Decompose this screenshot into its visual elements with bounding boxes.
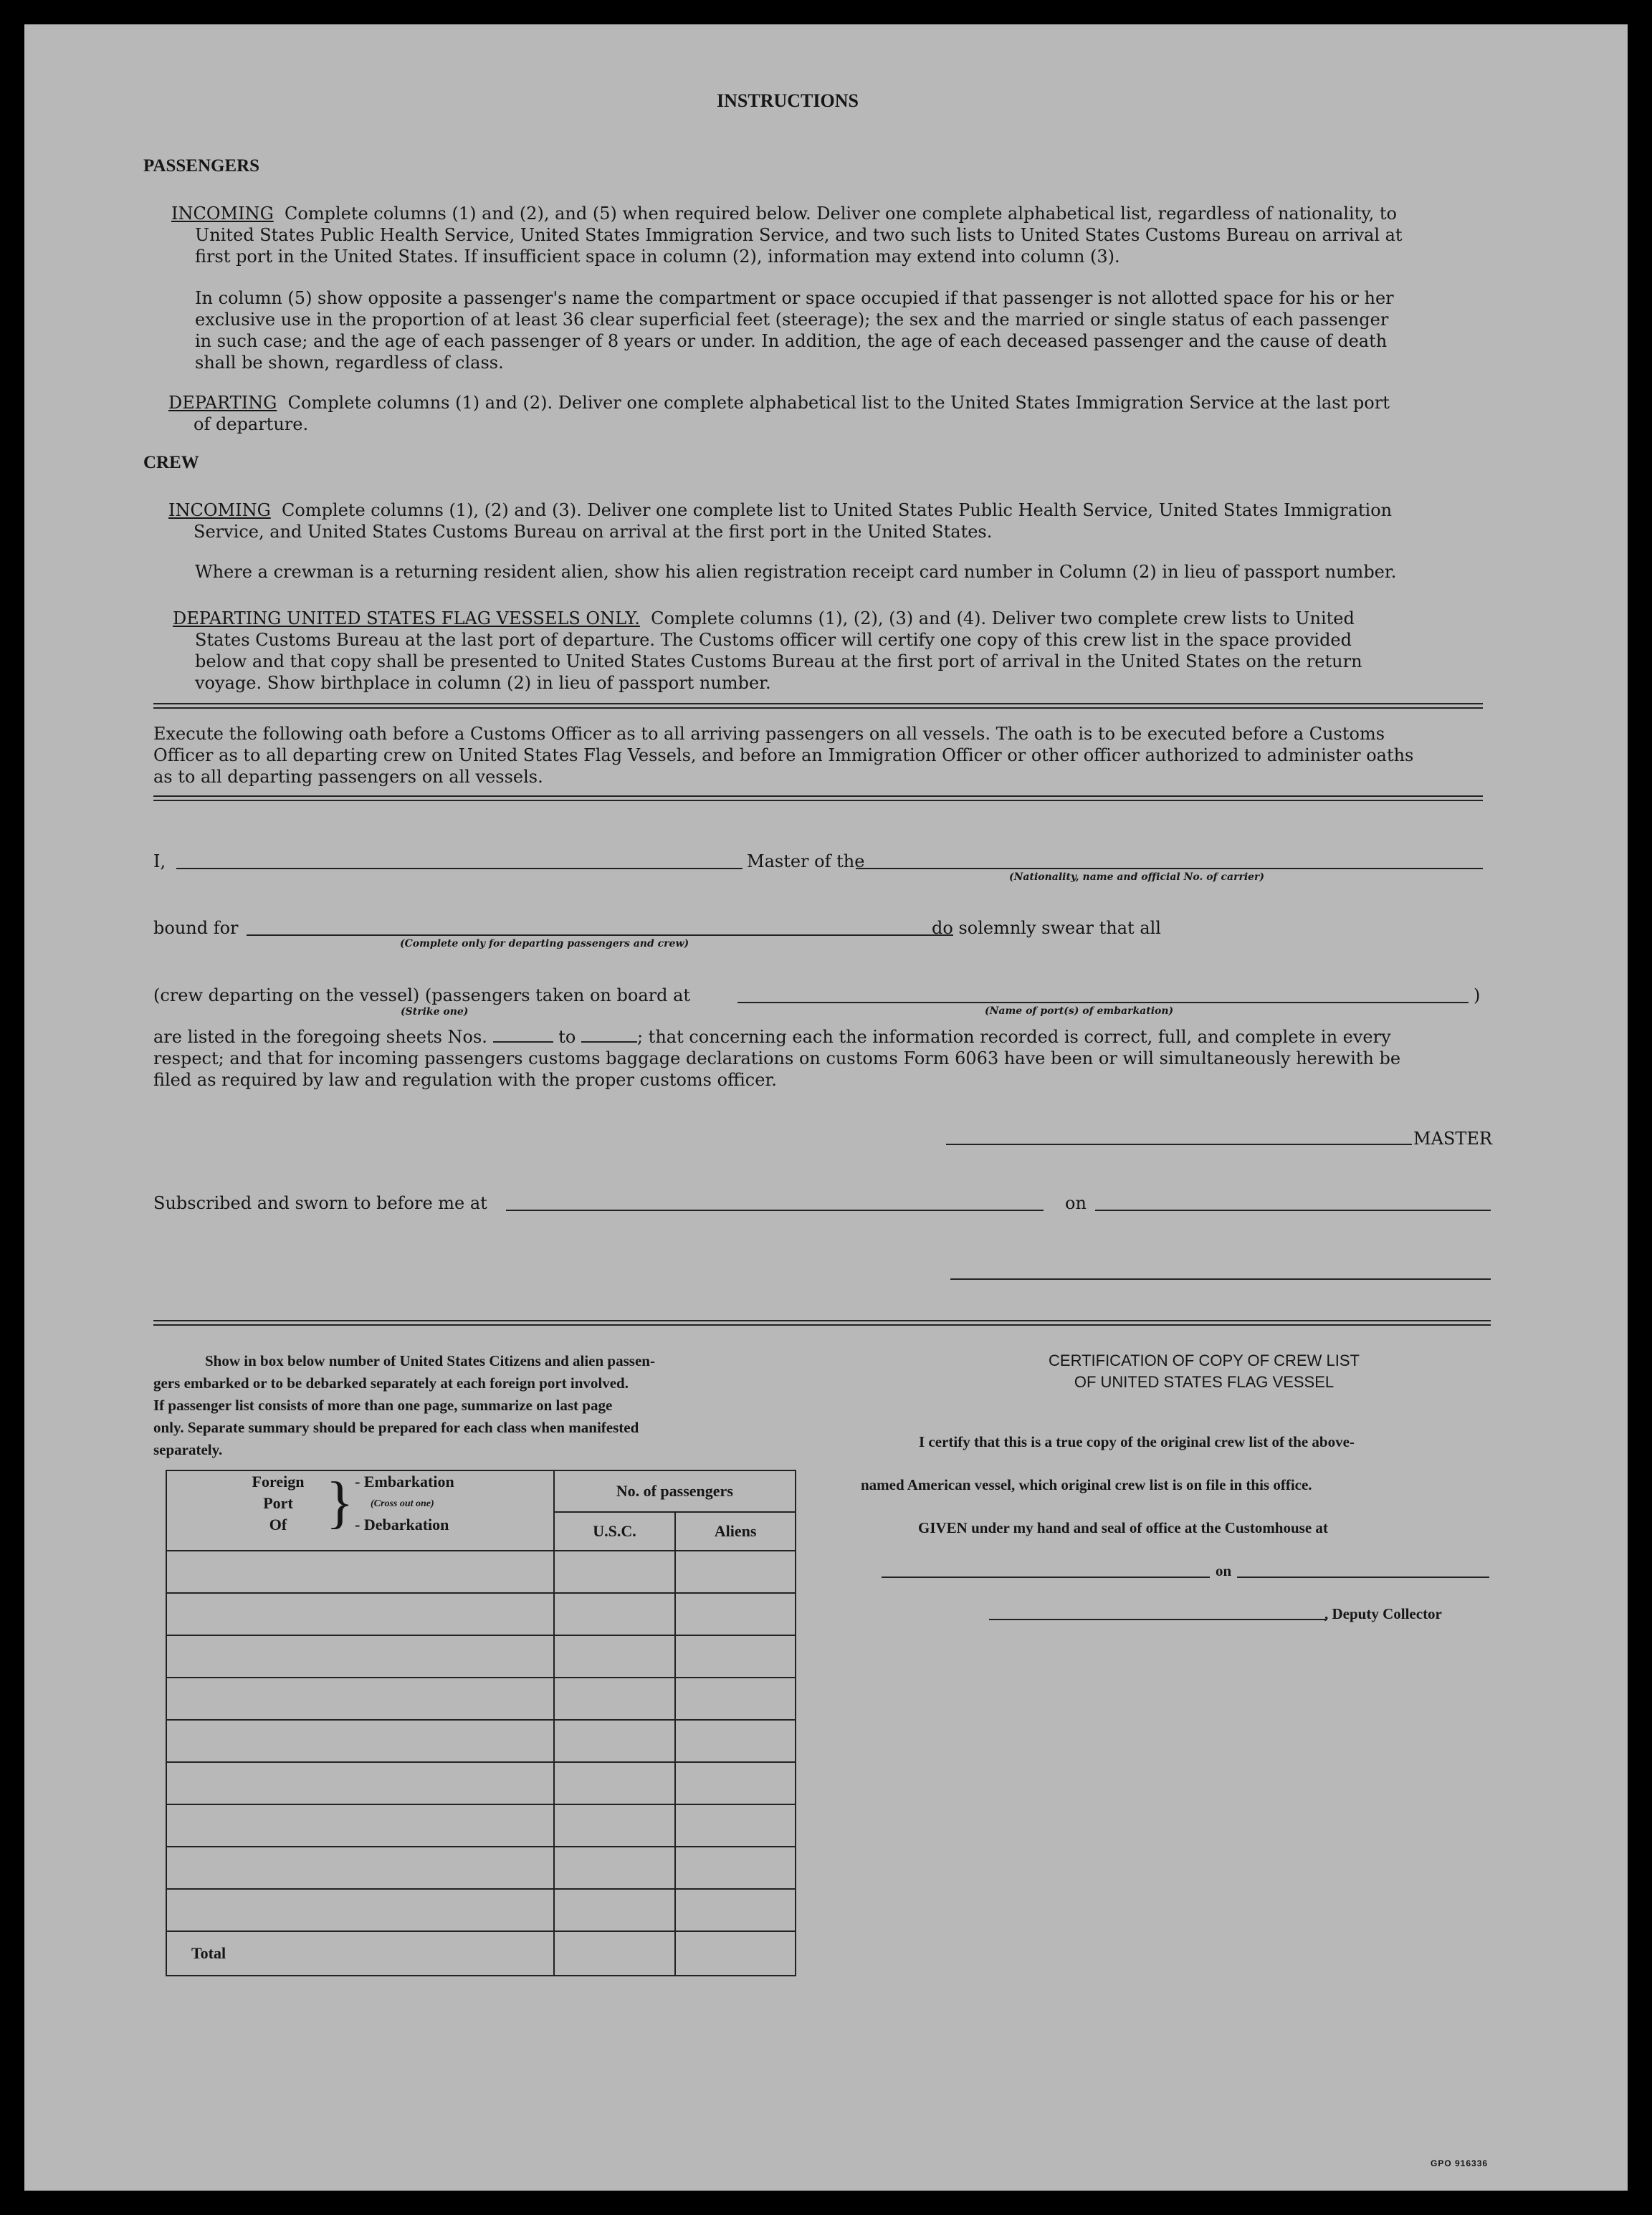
port-cell[interactable] [166,1635,554,1678]
passengers-heading: PASSENGERS [143,156,260,176]
cert-on-label: on [1216,1562,1232,1579]
oath-instruction-line: Officer as to all departing crew on United States Flag Vessels, and before an Immigration Officer or other officer authorized to administer oaths [153,745,1414,765]
column5-line: shall be shown, regardless of class. [195,353,504,373]
usc-cell[interactable] [554,1551,676,1593]
aliens-cell[interactable] [675,1593,796,1635]
passengers-incoming-line: United States Public Health Service, United States Immigration Service, and two such lists to United States Customs Bureau on arrival at [195,225,1403,245]
crew-departing-line: DEPARTING UNITED STATES FLAG VESSELS ONLY. Complete columns (1), (2), (3) and (4). Deliver two complete crew lists to United [173,608,1355,628]
page-title: INSTRUCTIONS [717,90,859,111]
gpo-code: GPO 916336 [1431,2158,1489,2168]
aliens-total-cell[interactable] [675,1931,796,1976]
form-page [24,24,1628,2191]
passengers-departing-line: of departure. [194,414,309,434]
table-row [166,1804,796,1847]
port-cell[interactable] [166,1593,554,1635]
double-rule [153,1320,1491,1326]
crew-departing-label: DEPARTING UNITED STATES FLAG VESSELS ONLY. [173,608,640,628]
crew-incoming-line: Service, and United States Customs Bureau on arrival at the first port in the United States. [194,522,993,542]
port-cell[interactable] [166,1889,554,1931]
certify-line: named American vessel, which original crew list is on file in this office. [861,1476,1312,1493]
carrier-field[interactable] [856,868,1483,869]
port-header-cell [166,1470,554,1551]
oath-line: filed as required by law and regulation with the proper customs officer. [153,1070,777,1090]
aliens-cell[interactable] [675,1889,796,1931]
given-line: GIVEN under my hand and seal of office at the Customhouse at [918,1519,1328,1536]
port-cell[interactable] [166,1762,554,1804]
table-row [166,1551,796,1593]
aliens-cell[interactable] [675,1635,796,1678]
brace-icon: } [326,1471,354,1534]
officer-signature-field[interactable] [950,1278,1491,1280]
sheet-from-field[interactable] [493,1027,553,1043]
aliens-header: Aliens [675,1512,796,1551]
usc-total-cell[interactable] [554,1931,676,1976]
sheets-line: are listed in the foregoing sheets Nos. to ; that concerning each the information recorded is correct, full, and complete in every [153,1027,1391,1047]
oath-line: respect; and that for incoming passengers customs baggage declarations on customs Form 6063 have been or will simultaneously herewith be [153,1048,1401,1068]
aliens-cell[interactable] [675,1720,796,1762]
table-row [166,1847,796,1889]
usc-cell[interactable] [554,1720,676,1762]
embarkation-caption: (Name of port(s) of embarkation) [985,1005,1174,1017]
foreign-label: Foreign [252,1473,305,1491]
passengers-departing-label: DEPARTING [168,393,277,413]
aliens-cell[interactable] [675,1762,796,1804]
summary-note [153,1350,655,1461]
usc-cell[interactable] [554,1593,676,1635]
summary-note-line: If passenger list consists of more than one page, summarize on last page [153,1397,613,1414]
crew-departing-line: States Customs Bureau at the last port of departure. The Customs officer will certify one copy of this crew list in the space provided [195,630,1352,650]
column5-line: exclusive use in the proportion of at least 36 clear superficial feet (steerage); the sex and the married or single status of each passenger [195,310,1389,330]
sworn-place-field[interactable] [506,1210,1044,1211]
summary-note-line: only. Separate summary should be prepared for each class when manifested [153,1419,639,1436]
cert-date-field[interactable] [1237,1577,1489,1578]
of-label: Of [269,1516,287,1534]
sworn-on-label: on [1065,1193,1087,1213]
strike-caption: (Strike one) [401,1006,469,1018]
carrier-caption: (Nationality, name and official No. of carrier) [1009,871,1265,883]
embarkation-port-field[interactable] [737,1002,1469,1003]
passengers-incoming-label: INCOMING [171,204,274,224]
usc-cell[interactable] [554,1889,676,1931]
table-row [166,1720,796,1762]
master-name-field[interactable] [176,868,743,869]
column5-line: In column (5) show opposite a passenger's name the compartment or space occupied if that passenger is not allotted space for his or her [195,288,1394,308]
aliens-cell[interactable] [675,1804,796,1847]
usc-cell[interactable] [554,1635,676,1678]
certification-title-line: OF UNITED STATES FLAG VESSEL [1074,1373,1335,1391]
summary-note-line: gers embarked or to be debarked separately at each foreign port involved. [153,1374,629,1392]
passengers-incoming-line: INCOMING Complete columns (1) and (2), and (5) when required below. Deliver one complete alphabetical list, regardless of nationality, to [171,204,1397,224]
crew-departing-line: voyage. Show birthplace in column (2) in lieu of passport number. [195,673,771,693]
column5-line: in such case; and the age of each passenger of 8 years or under. In addition, the age of each deceased passenger and the cause of death [195,331,1388,351]
master-signature-field[interactable] [946,1144,1412,1145]
master-of-the-label: Master of the [747,851,865,871]
deputy-collector-signature-field[interactable] [989,1619,1326,1620]
subscribed-label: Subscribed and sworn to before me at [153,1193,487,1213]
port-label: Port [263,1494,293,1512]
deputy-collector-label: , Deputy Collector [1324,1605,1442,1622]
embarkation-label: - Embarkation [355,1473,454,1491]
no-passengers-header: No. of passengers [554,1470,796,1512]
oath-instruction-line: Execute the following oath before a Customs Officer as to all arriving passengers on all vessels. The oath is to be executed before a Customs [153,724,1385,744]
usc-cell[interactable] [554,1804,676,1847]
ports-table [166,1470,796,1976]
total-label: Total [166,1931,554,1976]
close-paren: ) [1474,985,1481,1005]
passengers-incoming-line: first port in the United States. If insufficient space in column (2), information may extend into column (3). [195,247,1120,267]
port-cell[interactable] [166,1551,554,1593]
port-cell[interactable] [166,1678,554,1720]
certification-title-line: CERTIFICATION OF COPY OF CREW LIST [1049,1352,1360,1369]
master-label: MASTER [1413,1129,1492,1149]
table-row [166,1678,796,1720]
port-cell[interactable] [166,1847,554,1889]
oath-i-label: I, [153,851,166,871]
crew-departing-line: below and that copy shall be presented to United States Customs Bureau at the first port of arrival in the United States on the return [195,651,1362,671]
certify-line: I certify that this is a true copy of the original crew list of the above- [919,1433,1355,1450]
sworn-date-field[interactable] [1095,1210,1491,1211]
usc-header: U.S.C. [554,1512,676,1551]
double-rule [153,703,1483,709]
aliens-cell[interactable] [675,1847,796,1889]
summary-note-line: Show in box below number of United States Citizens and alien passen- [205,1352,655,1369]
aliens-cell[interactable] [675,1551,796,1593]
sheet-to-field[interactable] [581,1027,637,1043]
debarkation-label: - Debarkation [355,1516,449,1534]
crew-passengers-text: (crew departing on the vessel) (passengers taken on board at [153,985,691,1005]
crew-incoming-line: INCOMING Complete columns (1), (2) and (3). Deliver one complete list to United States Public Health Service, United States Immigration [168,500,1393,520]
total-row [166,1931,796,1976]
oath-instruction-line: as to all departing passengers on all vessels. [153,767,543,787]
crew-resident-line: Where a crewman is a returning resident alien, show his alien registration receipt card number in Column (2) in lieu of passport number. [195,562,1397,582]
summary-note-line: separately. [153,1441,223,1458]
cross-out-caption: (Cross out one) [371,1498,434,1509]
table-row [166,1635,796,1678]
passengers-departing-line: DEPARTING Complete columns (1) and (2). Deliver one complete alphabetical list to the United States Immigration Service at the last port [168,393,1390,413]
bound-for-field[interactable] [247,934,953,936]
usc-cell[interactable] [554,1678,676,1720]
port-cell[interactable] [166,1804,554,1847]
table-row [166,1889,796,1931]
usc-cell[interactable] [554,1847,676,1889]
bound-for-caption: (Complete only for departing passengers and crew) [400,938,689,949]
usc-cell[interactable] [554,1762,676,1804]
crew-heading: CREW [143,453,199,472]
crew-incoming-label: INCOMING [168,500,271,520]
port-cell[interactable] [166,1720,554,1762]
table-row [166,1762,796,1804]
bound-for-label: bound for [153,918,239,938]
aliens-cell[interactable] [675,1678,796,1720]
table-row [166,1593,796,1635]
swear-text: do solemnly swear that all [932,918,1161,938]
double-rule [153,795,1483,801]
certification-title [982,1350,1426,1393]
customhouse-field[interactable] [882,1577,1210,1578]
